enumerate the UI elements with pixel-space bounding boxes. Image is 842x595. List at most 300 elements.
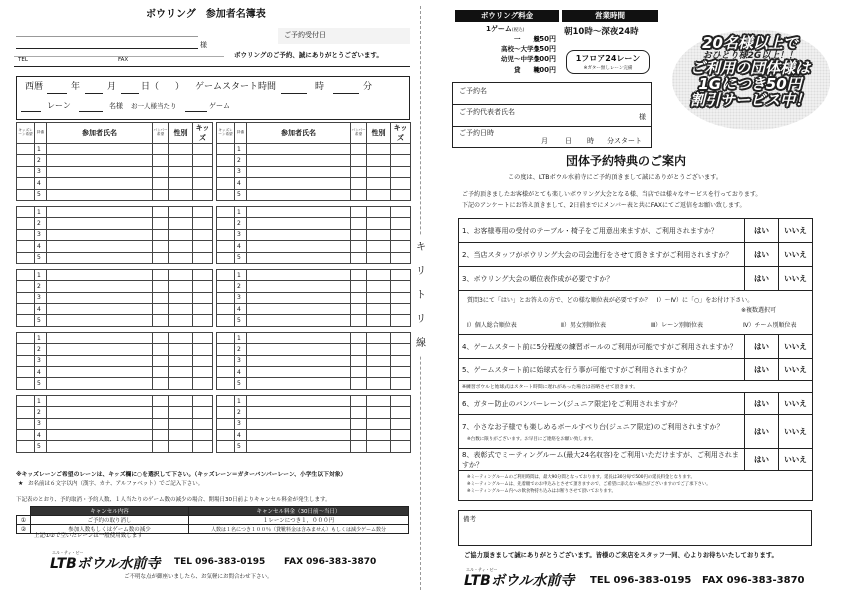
roster-row — [17, 378, 213, 389]
gender-cell[interactable] — [169, 332, 193, 343]
bumper-cell[interactable] — [351, 206, 367, 217]
bumper-cell[interactable] — [153, 178, 169, 189]
lane-blank[interactable] — [21, 111, 41, 112]
participant-name-cell[interactable] — [47, 144, 153, 155]
kids-cell[interactable] — [193, 281, 213, 292]
kids-lane-cell[interactable] — [217, 407, 235, 418]
participant-name-cell[interactable] — [47, 292, 153, 303]
kids-cell[interactable] — [391, 407, 411, 418]
bumper-cell[interactable] — [153, 304, 169, 315]
gender-cell[interactable] — [169, 218, 193, 229]
kids-cell[interactable] — [391, 281, 411, 292]
bumper-cell[interactable] — [351, 355, 367, 366]
gender-cell[interactable] — [367, 206, 391, 217]
bumper-cell[interactable] — [351, 241, 367, 252]
kids-cell[interactable] — [193, 229, 213, 240]
kids-lane-cell[interactable] — [217, 355, 235, 366]
kids-cell[interactable] — [193, 252, 213, 263]
kids-cell[interactable] — [193, 441, 213, 452]
kids-cell[interactable] — [391, 367, 411, 378]
kids-lane-cell[interactable] — [217, 206, 235, 217]
participant-name-cell[interactable] — [47, 218, 153, 229]
kids-lane-cell[interactable] — [17, 155, 35, 166]
roster-row — [17, 178, 213, 189]
remarks-box[interactable] — [458, 510, 812, 546]
bumper-cell[interactable] — [351, 166, 367, 177]
gender-cell[interactable] — [169, 407, 193, 418]
kids-lane-cell[interactable] — [17, 344, 35, 355]
gender-cell[interactable] — [169, 155, 193, 166]
gender-cell[interactable] — [169, 441, 193, 452]
gender-cell[interactable] — [367, 355, 391, 366]
intro-text: この度は、LTBボウル水前寺にご予約頂きまして誠にありがとうございます。 — [508, 174, 723, 181]
roster-row — [217, 144, 411, 155]
participant-name-cell[interactable] — [247, 418, 351, 429]
kids-lane-cell[interactable] — [217, 241, 235, 252]
participant-name-cell[interactable] — [47, 229, 153, 240]
gender-cell[interactable] — [169, 144, 193, 155]
gender-cell[interactable] — [367, 292, 391, 303]
games-blank[interactable] — [185, 111, 207, 112]
gender-cell[interactable] — [169, 229, 193, 240]
gender-cell[interactable] — [367, 144, 391, 155]
kids-lane-cell[interactable] — [17, 418, 35, 429]
participant-name-cell[interactable] — [47, 418, 153, 429]
no-option[interactable]: いいえ — [779, 415, 813, 449]
participant-name-cell[interactable] — [47, 178, 153, 189]
gender-cell[interactable] — [367, 166, 391, 177]
hour-blank[interactable] — [281, 93, 307, 94]
bumper-cell[interactable] — [351, 418, 367, 429]
no-option[interactable]: いいえ — [779, 449, 813, 471]
kids-lane-cell[interactable] — [17, 166, 35, 177]
kids-cell[interactable] — [391, 144, 411, 155]
kids-lane-cell[interactable] — [17, 292, 35, 303]
bumper-cell[interactable] — [351, 304, 367, 315]
participant-name-cell[interactable] — [247, 355, 351, 366]
kids-lane-cell[interactable] — [17, 281, 35, 292]
kids-cell[interactable] — [193, 367, 213, 378]
yes-option[interactable]: はい — [745, 267, 779, 291]
kids-lane-cell[interactable] — [17, 269, 35, 280]
no-option[interactable]: いいえ — [779, 335, 813, 359]
participant-name-cell[interactable] — [247, 292, 351, 303]
minute-blank[interactable] — [333, 93, 359, 94]
gender-cell[interactable] — [367, 395, 391, 406]
kids-cell[interactable] — [391, 304, 411, 315]
kids-cell[interactable] — [193, 429, 213, 440]
kids-lane-cell[interactable] — [217, 218, 235, 229]
gender-cell[interactable] — [169, 355, 193, 366]
roster-row — [217, 218, 411, 229]
gender-cell[interactable] — [367, 229, 391, 240]
participant-name-cell[interactable] — [247, 155, 351, 166]
kids-lane-cell[interactable] — [217, 344, 235, 355]
gender-cell[interactable] — [169, 166, 193, 177]
bumper-cell[interactable] — [153, 269, 169, 280]
gender-cell[interactable] — [367, 367, 391, 378]
day-blank[interactable] — [121, 93, 139, 94]
kids-cell[interactable] — [193, 407, 213, 418]
bumper-cell[interactable] — [153, 252, 169, 263]
participant-name-cell[interactable] — [47, 206, 153, 217]
bumper-cell[interactable] — [153, 407, 169, 418]
form-rep-label[interactable]: ご予約代表者氏名 — [459, 108, 515, 116]
kids-cell[interactable] — [193, 189, 213, 200]
participant-name-cell[interactable] — [247, 178, 351, 189]
kids-lane-cell[interactable] — [217, 269, 235, 280]
bumper-cell[interactable] — [351, 189, 367, 200]
participant-name-cell[interactable] — [247, 206, 351, 217]
kids-lane-cell[interactable] — [217, 304, 235, 315]
bumper-cell[interactable] — [153, 344, 169, 355]
bumper-cell[interactable] — [153, 355, 169, 366]
kids-cell[interactable] — [391, 429, 411, 440]
bumper-cell[interactable] — [153, 418, 169, 429]
gender-cell[interactable] — [169, 252, 193, 263]
bumper-cell[interactable] — [351, 252, 367, 263]
kids-cell[interactable] — [391, 218, 411, 229]
lane-no-header: 持番 — [235, 123, 247, 144]
kids-lane-cell[interactable] — [17, 241, 35, 252]
participant-name-cell[interactable] — [247, 304, 351, 315]
kids-cell[interactable] — [193, 304, 213, 315]
gender-cell[interactable] — [367, 418, 391, 429]
bumper-cell[interactable] — [351, 144, 367, 155]
yes-option[interactable]: はい — [745, 393, 779, 415]
participant-name-cell[interactable] — [47, 281, 153, 292]
kids-cell[interactable] — [193, 332, 213, 343]
bumper-cell[interactable] — [153, 292, 169, 303]
participant-name-cell[interactable] — [247, 344, 351, 355]
kids-lane-cell[interactable] — [17, 378, 35, 389]
kids-cell[interactable] — [391, 315, 411, 326]
gender-cell[interactable] — [169, 206, 193, 217]
participant-name-cell[interactable] — [47, 441, 153, 452]
kids-lane-cell[interactable] — [17, 407, 35, 418]
gender-cell[interactable] — [169, 429, 193, 440]
gender-cell[interactable] — [367, 241, 391, 252]
bumper-cell[interactable] — [351, 269, 367, 280]
kids-cell[interactable] — [193, 378, 213, 389]
kids-lane-cell[interactable] — [217, 378, 235, 389]
bumper-cell[interactable] — [351, 332, 367, 343]
bumper-cell[interactable] — [153, 429, 169, 440]
participant-name-cell[interactable] — [47, 378, 153, 389]
gender-cell[interactable] — [367, 155, 391, 166]
kids-lane-cell[interactable] — [217, 315, 235, 326]
bumper-cell[interactable] — [153, 332, 169, 343]
participant-name-cell[interactable] — [247, 189, 351, 200]
no-option[interactable]: いいえ — [779, 359, 813, 381]
bumper-cell[interactable] — [351, 407, 367, 418]
participant-name-cell[interactable] — [247, 166, 351, 177]
bumper-cell[interactable] — [351, 395, 367, 406]
gender-cell[interactable] — [169, 269, 193, 280]
kids-cell[interactable] — [391, 441, 411, 452]
bumper-cell[interactable] — [153, 206, 169, 217]
gender-cell[interactable] — [169, 344, 193, 355]
gender-cell[interactable] — [367, 407, 391, 418]
participant-name-cell[interactable] — [47, 429, 153, 440]
gender-cell[interactable] — [367, 315, 391, 326]
kids-lane-cell[interactable] — [217, 418, 235, 429]
tel-label[interactable]: TEL — [18, 57, 28, 63]
yes-option[interactable]: はい — [745, 335, 779, 359]
yes-option[interactable]: はい — [745, 415, 779, 449]
fee-price: 500円 — [534, 55, 556, 63]
kids-cell[interactable] — [193, 395, 213, 406]
participant-name-cell[interactable] — [47, 407, 153, 418]
kids-lane-cell[interactable] — [217, 292, 235, 303]
kids-lane-cell[interactable] — [217, 332, 235, 343]
kids-lane-cell[interactable] — [217, 281, 235, 292]
gender-cell[interactable] — [367, 441, 391, 452]
participant-name-cell[interactable] — [247, 281, 351, 292]
participant-name-cell[interactable] — [247, 241, 351, 252]
gender-cell[interactable] — [169, 241, 193, 252]
kids-cell[interactable] — [391, 189, 411, 200]
kids-cell[interactable] — [391, 206, 411, 217]
roster-row — [217, 206, 411, 217]
question-text: 8、表彰式でミーティングルーム(最大24名収容)をご利用いただけますが、ご利用されますか？ — [459, 449, 745, 471]
bumper-cell[interactable] — [351, 315, 367, 326]
kids-lane-cell[interactable] — [17, 144, 35, 155]
kids-cell[interactable] — [193, 292, 213, 303]
gender-cell[interactable] — [367, 304, 391, 315]
kids-cell[interactable] — [193, 355, 213, 366]
kids-lane-cell[interactable] — [17, 206, 35, 217]
bumper-cell[interactable] — [351, 441, 367, 452]
participant-name-cell[interactable] — [247, 252, 351, 263]
kids-cell[interactable] — [391, 418, 411, 429]
roster-title: ボウリング 参加者名簿表 — [146, 9, 266, 20]
gender-cell[interactable] — [169, 378, 193, 389]
kids-cell[interactable] — [391, 166, 411, 177]
kids-lane-cell[interactable] — [217, 395, 235, 406]
fee-row: 貸 靴 — [514, 66, 540, 74]
participant-name-cell[interactable] — [47, 166, 153, 177]
participant-name-cell[interactable] — [247, 144, 351, 155]
kids-lane-cell[interactable] — [217, 178, 235, 189]
participant-name-cell[interactable] — [47, 155, 153, 166]
bumper-cell[interactable] — [153, 144, 169, 155]
kids-cell[interactable] — [391, 269, 411, 280]
q3-option[interactable]: Ⅰ）個人総合順位表 — [467, 322, 517, 329]
q3-option[interactable]: Ⅲ）レーン別順位表 — [651, 322, 704, 329]
kids-cell[interactable] — [193, 218, 213, 229]
kids-cell[interactable] — [193, 269, 213, 280]
kids-lane-cell[interactable] — [17, 429, 35, 440]
fax-label[interactable]: FAX — [118, 57, 129, 63]
roster-row — [217, 304, 411, 315]
bumper-cell[interactable] — [153, 241, 169, 252]
participant-name-cell[interactable] — [47, 344, 153, 355]
bumper-cell[interactable] — [351, 218, 367, 229]
bumper-cell[interactable] — [153, 378, 169, 389]
kids-cell[interactable] — [391, 229, 411, 240]
gender-cell[interactable] — [367, 281, 391, 292]
bumper-cell[interactable] — [153, 281, 169, 292]
bumper-cell[interactable] — [351, 178, 367, 189]
gender-cell[interactable] — [367, 189, 391, 200]
participant-name-cell[interactable] — [247, 378, 351, 389]
participant-name-cell[interactable] — [247, 407, 351, 418]
kids-lane-cell[interactable] — [217, 144, 235, 155]
bumper-cell[interactable] — [351, 155, 367, 166]
participant-name-cell[interactable] — [47, 241, 153, 252]
bumper-cell[interactable] — [153, 155, 169, 166]
kids-cell[interactable] — [193, 206, 213, 217]
lane-no-cell: 3 — [235, 292, 247, 303]
bumper-cell[interactable] — [153, 166, 169, 177]
gender-cell[interactable] — [169, 395, 193, 406]
q3-option[interactable]: Ⅳ）チーム別順位表 — [743, 322, 797, 329]
bumper-cell[interactable] — [351, 344, 367, 355]
gender-cell[interactable] — [367, 218, 391, 229]
gender-cell[interactable] — [169, 178, 193, 189]
kids-lane-cell[interactable] — [17, 395, 35, 406]
kids-lane-cell[interactable] — [17, 178, 35, 189]
participant-name-cell[interactable] — [47, 304, 153, 315]
kids-lane-cell[interactable] — [17, 252, 35, 263]
participant-name-cell[interactable] — [247, 441, 351, 452]
lane-no-cell: 1 — [235, 269, 247, 280]
kids-cell[interactable] — [193, 144, 213, 155]
gender-cell[interactable] — [169, 315, 193, 326]
kids-lane-cell[interactable] — [17, 304, 35, 315]
participant-name-cell[interactable] — [47, 355, 153, 366]
kids-lane-cell[interactable] — [17, 218, 35, 229]
kids-cell[interactable] — [193, 178, 213, 189]
yes-option[interactable]: はい — [745, 243, 779, 267]
participant-name-cell[interactable] — [247, 395, 351, 406]
participant-name-cell[interactable] — [47, 269, 153, 280]
name-underline — [16, 48, 198, 49]
kids-lane-cell[interactable] — [17, 189, 35, 200]
kids-cell[interactable] — [193, 166, 213, 177]
gender-cell[interactable] — [169, 189, 193, 200]
kids-lane-cell[interactable] — [217, 229, 235, 240]
gender-cell[interactable] — [169, 418, 193, 429]
people-blank[interactable] — [79, 111, 103, 112]
yes-option[interactable]: はい — [745, 359, 779, 381]
kids-cell[interactable] — [391, 344, 411, 355]
kids-cell[interactable] — [193, 418, 213, 429]
kids-cell[interactable] — [391, 355, 411, 366]
kids-lane-cell[interactable] — [217, 155, 235, 166]
kids-cell[interactable] — [391, 178, 411, 189]
no-option[interactable]: いいえ — [779, 243, 813, 267]
gender-cell[interactable] — [367, 429, 391, 440]
gender-cell[interactable] — [169, 367, 193, 378]
bumper-cell[interactable] — [351, 229, 367, 240]
gender-cell[interactable] — [169, 292, 193, 303]
participant-name-cell[interactable] — [247, 315, 351, 326]
gender-cell[interactable] — [367, 378, 391, 389]
kids-cell[interactable] — [193, 155, 213, 166]
participant-name-cell[interactable] — [47, 315, 153, 326]
bumper-cell[interactable] — [351, 292, 367, 303]
participant-name-cell[interactable] — [247, 332, 351, 343]
no-option[interactable]: いいえ — [779, 393, 813, 415]
bumper-cell[interactable] — [351, 281, 367, 292]
participant-name-cell[interactable] — [47, 332, 153, 343]
bumper-cell[interactable] — [153, 229, 169, 240]
no-option[interactable]: いいえ — [779, 219, 813, 243]
form-date-label[interactable]: ご予約日時 — [459, 129, 494, 137]
gender-cell[interactable] — [367, 332, 391, 343]
question-text: 5、ゲームスタート前に始球式を行う事が可能ですがご利用されますか？ — [459, 359, 745, 381]
q3-option[interactable]: Ⅱ）男女別順位表 — [561, 322, 606, 329]
kids-cell[interactable] — [391, 378, 411, 389]
participant-name-cell[interactable] — [47, 189, 153, 200]
bumper-cell[interactable] — [153, 315, 169, 326]
kids-lane-cell[interactable] — [217, 367, 235, 378]
month-blank[interactable] — [85, 93, 103, 94]
kids-lane-cell[interactable] — [17, 355, 35, 366]
kids-cell[interactable] — [391, 155, 411, 166]
bumper-cell[interactable] — [351, 429, 367, 440]
kids-lane-cell[interactable] — [17, 315, 35, 326]
bumper-cell[interactable] — [351, 378, 367, 389]
participant-name-cell[interactable] — [247, 429, 351, 440]
participant-name-cell[interactable] — [47, 252, 153, 263]
participant-name-cell[interactable] — [47, 367, 153, 378]
gender-cell[interactable] — [169, 304, 193, 315]
participant-name-cell[interactable] — [247, 367, 351, 378]
kids-cell[interactable] — [193, 315, 213, 326]
kids-lane-cell[interactable] — [217, 166, 235, 177]
year-blank[interactable] — [47, 93, 67, 94]
bumper-cell[interactable] — [153, 218, 169, 229]
kids-cell[interactable] — [193, 241, 213, 252]
kids-lane-cell[interactable] — [217, 429, 235, 440]
kids-cell[interactable] — [391, 332, 411, 343]
kids-cell[interactable] — [391, 241, 411, 252]
bumper-cell[interactable] — [351, 367, 367, 378]
participant-name-cell[interactable] — [247, 218, 351, 229]
participant-name-cell[interactable] — [247, 269, 351, 280]
participant-name-cell[interactable] — [247, 229, 351, 240]
bumper-cell[interactable] — [153, 441, 169, 452]
no-option[interactable]: いいえ — [779, 267, 813, 291]
kids-lane-cell[interactable] — [17, 332, 35, 343]
kids-cell[interactable] — [391, 292, 411, 303]
kids-lane-cell[interactable] — [217, 252, 235, 263]
kids-lane-cell[interactable] — [17, 367, 35, 378]
gender-cell[interactable] — [367, 252, 391, 263]
kids-cell[interactable] — [193, 344, 213, 355]
bumper-cell[interactable] — [153, 189, 169, 200]
gender-cell[interactable] — [169, 281, 193, 292]
gender-cell[interactable] — [367, 178, 391, 189]
kids-cell[interactable] — [391, 252, 411, 263]
form-name-label[interactable]: ご予約名 — [459, 87, 487, 95]
kids-lane-cell[interactable] — [17, 229, 35, 240]
kids-lane-cell[interactable] — [17, 441, 35, 452]
kids-lane-cell[interactable] — [217, 441, 235, 452]
kids-cell[interactable] — [391, 395, 411, 406]
yes-option[interactable]: はい — [745, 219, 779, 243]
kids-lane-cell[interactable] — [217, 189, 235, 200]
bumper-cell[interactable] — [153, 367, 169, 378]
participant-name-cell[interactable] — [47, 395, 153, 406]
yes-option[interactable]: はい — [745, 449, 779, 471]
gender-cell[interactable] — [367, 344, 391, 355]
gender-cell[interactable] — [367, 269, 391, 280]
bumper-cell[interactable] — [153, 395, 169, 406]
